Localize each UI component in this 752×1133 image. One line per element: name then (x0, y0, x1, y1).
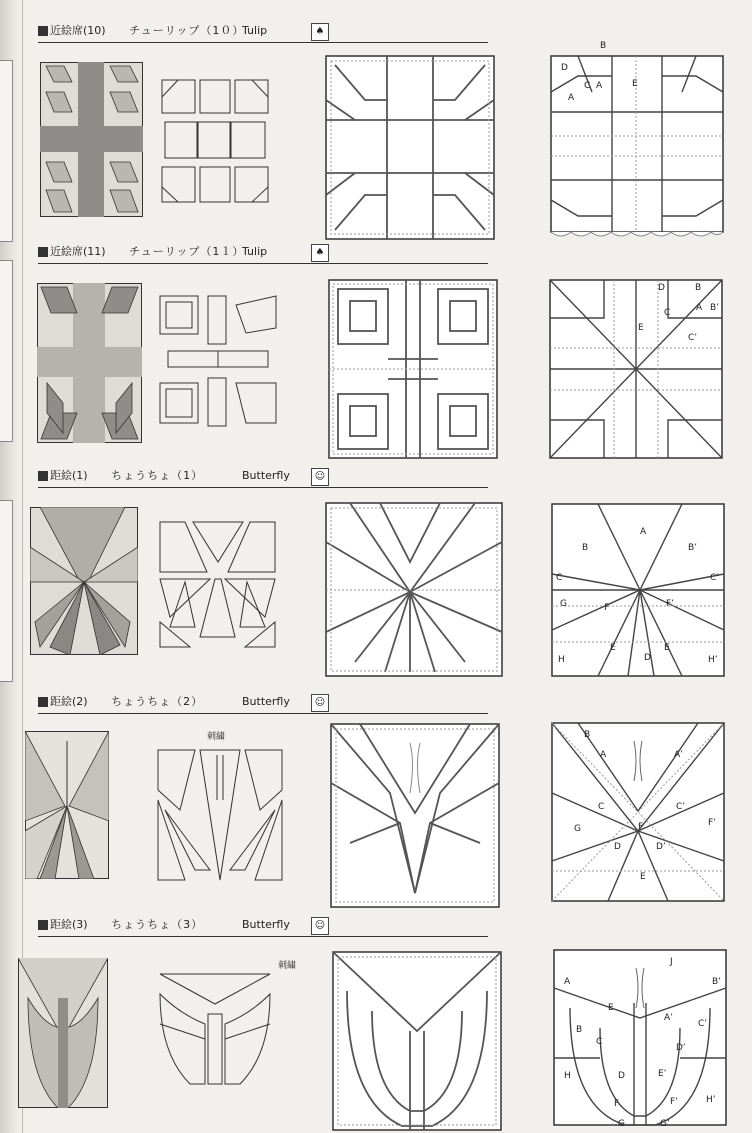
section-header (38, 916, 488, 937)
piece-label: F (638, 822, 644, 832)
category-label: 距絵(2) (50, 695, 88, 708)
pattern-pieces (158, 293, 278, 433)
piece-label: E (608, 1003, 614, 1013)
piece-label: B (584, 730, 591, 740)
header-marker (38, 697, 48, 707)
shaded-design (37, 283, 142, 443)
labeled-pattern (548, 721, 728, 906)
face-icon: ☺ (311, 694, 329, 712)
pattern-pieces (150, 954, 310, 1089)
piece-label: B (600, 41, 607, 51)
pattern-pieces (155, 517, 280, 652)
piece-label: D (618, 1071, 625, 1081)
title-jp: ちょうちょ（3） (111, 918, 204, 931)
title-en: Butterfly (242, 695, 290, 708)
piece-label: A (600, 750, 607, 760)
embroidery-note: 刺繍 (207, 732, 226, 742)
title-jp: ちょうちょ（1） (111, 469, 204, 482)
piece-label: D’ (676, 1043, 686, 1053)
pattern-pieces (155, 730, 285, 890)
piece-label: A (568, 93, 575, 103)
header-marker (38, 247, 48, 257)
piece-label: H’ (708, 655, 718, 665)
assembly-diagram (325, 502, 503, 677)
piece-label: E (638, 323, 644, 333)
piece-label: A (640, 527, 647, 537)
piece-label: C (584, 81, 591, 91)
piece-label: C’ (688, 333, 698, 343)
piece-label: C’ (676, 802, 686, 812)
piece-label: E (632, 79, 638, 89)
category-label: 距絵(1) (50, 469, 88, 482)
section-butterfly-1 (0, 467, 752, 682)
piece-label: F’ (666, 599, 675, 609)
piece-label: C (598, 802, 605, 812)
section-header (38, 693, 488, 714)
labeled-pattern (550, 948, 730, 1133)
labeled-pattern (548, 278, 728, 463)
piece-label: E (610, 643, 616, 653)
piece-label: C (664, 308, 671, 318)
piece-label: F (614, 1099, 620, 1109)
piece-label: D (614, 842, 621, 852)
header-marker (38, 920, 48, 930)
piece-label: B (576, 1025, 583, 1035)
piece-label: D’ (656, 842, 666, 852)
piece-label: C (556, 573, 563, 583)
assembly-diagram (330, 723, 500, 908)
face-icon: ☺ (311, 917, 329, 935)
piece-label: H (558, 655, 565, 665)
shaded-design (30, 507, 138, 655)
title-jp: チューリップ（1１） (129, 245, 245, 258)
face-icon: ☺ (311, 468, 329, 486)
section-tulip-11 (0, 243, 752, 458)
tulip-icon: ♠ (311, 244, 329, 262)
section-tulip-10 (0, 22, 752, 237)
piece-label: C’ (698, 1019, 708, 1029)
piece-label: B’ (712, 977, 722, 987)
piece-label: D (658, 283, 665, 293)
piece-label: A (696, 303, 703, 313)
piece-label: B (695, 283, 702, 293)
shaded-design (25, 731, 109, 879)
piece-label: C’ (710, 573, 720, 583)
embroidery-note: 刺繍 (278, 961, 297, 971)
pattern-pieces (160, 77, 270, 207)
piece-label: B’ (710, 303, 720, 313)
piece-label: A’ (674, 750, 684, 760)
piece-label: E (640, 872, 646, 882)
header-marker (38, 26, 48, 36)
section-butterfly-2 (0, 693, 752, 908)
labeled-pattern (548, 502, 728, 682)
piece-label: D (644, 653, 651, 663)
header-marker (38, 471, 48, 481)
shaded-design (40, 62, 143, 217)
piece-label: G (618, 1119, 625, 1129)
piece-label: J (670, 957, 673, 967)
tulip-icon: ♠ (311, 23, 329, 41)
labeled-pattern (548, 40, 726, 240)
piece-label: E’ (658, 1069, 667, 1079)
title-jp: チューリップ（1０） (129, 24, 245, 37)
piece-label: G’ (660, 1119, 670, 1129)
assembly-diagram (332, 951, 502, 1131)
piece-label: F (604, 603, 610, 613)
section-header (38, 22, 488, 43)
piece-label: G (574, 824, 581, 834)
title-en: Tulip (242, 24, 268, 37)
piece-label: C (596, 1037, 603, 1047)
category-label: 距絵(3) (50, 918, 88, 931)
piece-label: A’ (664, 1013, 674, 1023)
piece-label: A (596, 81, 603, 91)
piece-label: A (564, 977, 571, 987)
title-en: Butterfly (242, 918, 290, 931)
assembly-diagram (325, 55, 495, 240)
piece-label: F’ (670, 1097, 679, 1107)
piece-label: D (561, 63, 568, 73)
piece-label: B’ (688, 543, 698, 553)
category-label: 近絵席(11) (50, 245, 106, 258)
category-label: 近絵席(10) (50, 24, 106, 37)
title-jp: ちょうちょ（2） (111, 695, 204, 708)
shaded-design (18, 958, 108, 1108)
piece-label: F’ (708, 818, 717, 828)
piece-label: H’ (706, 1095, 716, 1105)
section-header (38, 467, 488, 488)
piece-label: H (564, 1071, 571, 1081)
assembly-diagram (328, 279, 498, 459)
section-butterfly-3 (0, 916, 752, 1133)
title-en: Butterfly (242, 469, 290, 482)
piece-label: E (664, 643, 670, 653)
piece-label: G (560, 599, 567, 609)
title-en: Tulip (242, 245, 268, 258)
piece-label: B (582, 543, 589, 553)
section-header (38, 243, 488, 264)
